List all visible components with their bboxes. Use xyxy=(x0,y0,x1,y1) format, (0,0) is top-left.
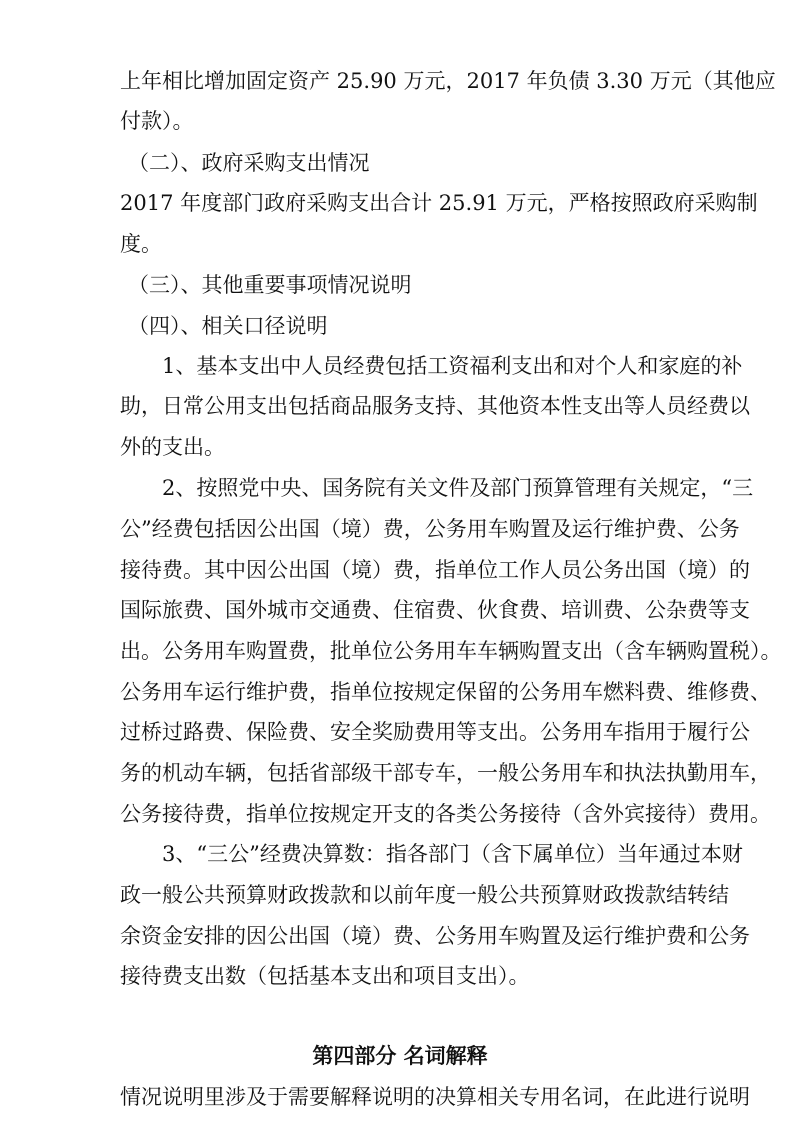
text-line: 公务用车运行维护费，指单位按规定保留的公务用车燃料费、维修费、 xyxy=(120,680,771,704)
text-line: 付款）。 xyxy=(120,109,194,133)
subsection-heading: （二）、政府采购支出情况 xyxy=(128,151,370,175)
subsection-heading: （四）、相关口径说明 xyxy=(128,314,328,338)
text-line: 余资金安排的因公出国（境）费、公务用车购置及运行维护费和公务 xyxy=(120,924,750,948)
section-heading: 第四部分 名词解释 xyxy=(312,1044,488,1068)
text-line: 公务接待费，指单位按规定开支的各类公务接待（含外宾接待）费用。 xyxy=(120,802,771,826)
text-line: 2017 年度部门政府采购支出合计 25.91 万元，严格按照政府采购制 xyxy=(120,191,758,215)
text-line: 助，日常公用支出包括商品服务支持、其他资本性支出等人员经费以 xyxy=(120,394,750,418)
text-line: 接待费支出数（包括基本支出和项目支出）。 xyxy=(120,964,530,988)
text-line: 情况说明里涉及于需要解释说明的决算相关专用名词，在此进行说明 xyxy=(120,1085,750,1109)
text-line: 3、“三公”经费决算数：指各部门（含下属单位）当年通过本财 xyxy=(162,842,743,866)
text-line: 度。 xyxy=(120,232,162,256)
text-line: 上年相比增加固定资产 25.90 万元，2017 年负债 3.30 万元（其他应 xyxy=(120,69,776,93)
text-line: 1、基本支出中人员经费包括工资福利支出和对个人和家庭的补 xyxy=(162,354,743,378)
text-line: 国际旅费、国外城市交通费、住宿费、伙食费、培训费、公杂费等支 xyxy=(120,598,750,622)
text-line: 外的支出。 xyxy=(120,435,225,459)
text-line: 公”经费包括因公出国（境）费，公务用车购置及运行维护费、公务 xyxy=(120,517,740,541)
text-line: 过桥过路费、保险费、安全奖励费用等支出。公务用车指用于履行公 xyxy=(120,720,750,744)
text-line: 2、按照党中央、国务院有关文件及部门预算管理有关规定，“三 xyxy=(162,476,754,500)
text-line: 务的机动车辆，包括省部级干部专车，一般公务用车和执法执勤用车， xyxy=(120,761,771,785)
text-line: 出。公务用车购置费，批单位公务用车车辆购置支出（含车辆购置税）。 xyxy=(120,639,782,663)
text-line: 接待费。其中因公出国（境）费，指单位工作人员公务出国（境）的 xyxy=(120,558,750,582)
text-line: 政一般公共预算财政拨款和以前年度一般公共预算财政拨款结转结 xyxy=(120,883,729,907)
subsection-heading: （三）、其他重要事项情况说明 xyxy=(128,273,412,297)
